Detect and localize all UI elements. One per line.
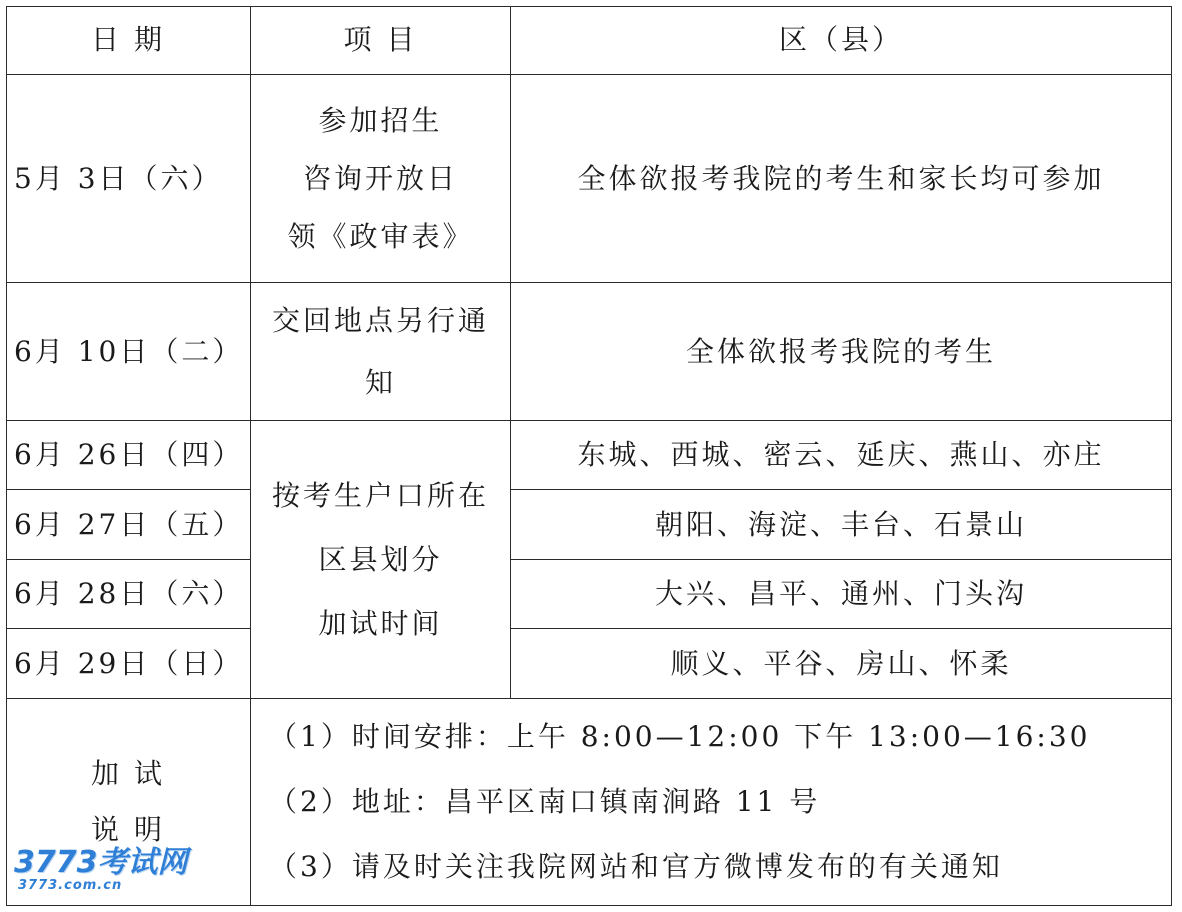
row4-district: 朝阳、海淀、丰台、石景山 xyxy=(654,507,1027,541)
header-district: 区（县） xyxy=(778,23,903,56)
notes-label-line: 说 明 xyxy=(91,813,165,846)
watermark-main: 3773考试网 xyxy=(14,845,188,880)
row5-district-cell xyxy=(511,560,1172,629)
row1-item-line: 领《政审表》 xyxy=(287,219,474,253)
row4-district-cell xyxy=(511,490,1172,560)
row6-date-cell xyxy=(6,629,251,699)
note-line: （2）地址：昌平区南口镇南涧路 11 号 xyxy=(269,785,821,818)
row1-item-line: 咨询开放日 xyxy=(302,161,458,195)
header-item: 项 目 xyxy=(343,23,418,56)
header-district-cell xyxy=(511,6,1172,75)
row4-date: 6月 27日（五） xyxy=(14,507,244,541)
row6-district-cell xyxy=(511,629,1172,699)
group-item-line: 加试时间 xyxy=(318,606,443,640)
notes-label-line: 加 试 xyxy=(91,757,165,790)
row1-item-cell xyxy=(251,75,511,283)
row2-item-line: 知 xyxy=(364,365,396,399)
group-item-line: 区县划分 xyxy=(318,542,443,576)
header-item-cell xyxy=(251,6,511,75)
row6-district: 顺义、平谷、房山、怀柔 xyxy=(670,646,1012,680)
row5-date-cell xyxy=(6,560,251,629)
notes-content-cell xyxy=(251,699,1172,906)
row5-district: 大兴、昌平、通州、门头沟 xyxy=(654,577,1027,610)
group-item-cell xyxy=(251,421,511,699)
note-line: （1）时间安排：上午 8:00—12:00 下午 13:00—16:30 xyxy=(269,720,1091,754)
header-date-cell xyxy=(6,6,251,75)
row6-date: 6月 29日（日） xyxy=(14,646,244,680)
row1-district: 全体欲报考我院的考生和家长均可参加 xyxy=(577,161,1105,195)
watermark-logo xyxy=(14,845,188,893)
row1-item-line: 参加招生 xyxy=(318,103,443,137)
row4-date-cell xyxy=(6,490,251,560)
schedule-table xyxy=(6,6,1172,906)
row2-item-line: 交回地点另行通 xyxy=(271,303,489,337)
row1-district-cell xyxy=(511,75,1172,283)
header-date: 日 期 xyxy=(91,23,165,56)
row2-item-cell xyxy=(251,283,511,421)
row2-date: 6月 10日（二） xyxy=(14,334,244,368)
row2-date-cell xyxy=(6,283,251,421)
row3-district-cell xyxy=(511,421,1172,490)
row1-date-cell xyxy=(6,75,251,283)
row3-date: 6月 26日（四） xyxy=(14,438,244,471)
watermark-sub: 3773.com.cn xyxy=(18,878,123,893)
row5-date: 6月 28日（六） xyxy=(14,577,244,610)
row3-date-cell xyxy=(6,421,251,490)
row2-district: 全体欲报考我院的考生 xyxy=(685,334,996,368)
row3-district: 东城、西城、密云、延庆、燕山、亦庄 xyxy=(577,438,1105,471)
note-line: （3）请及时关注我院网站和官方微博发布的有关通知 xyxy=(269,849,1003,883)
row1-date: 5月 3日（六） xyxy=(14,161,223,195)
group-item-line: 按考生户口所在 xyxy=(271,478,489,512)
row2-district-cell xyxy=(511,283,1172,421)
